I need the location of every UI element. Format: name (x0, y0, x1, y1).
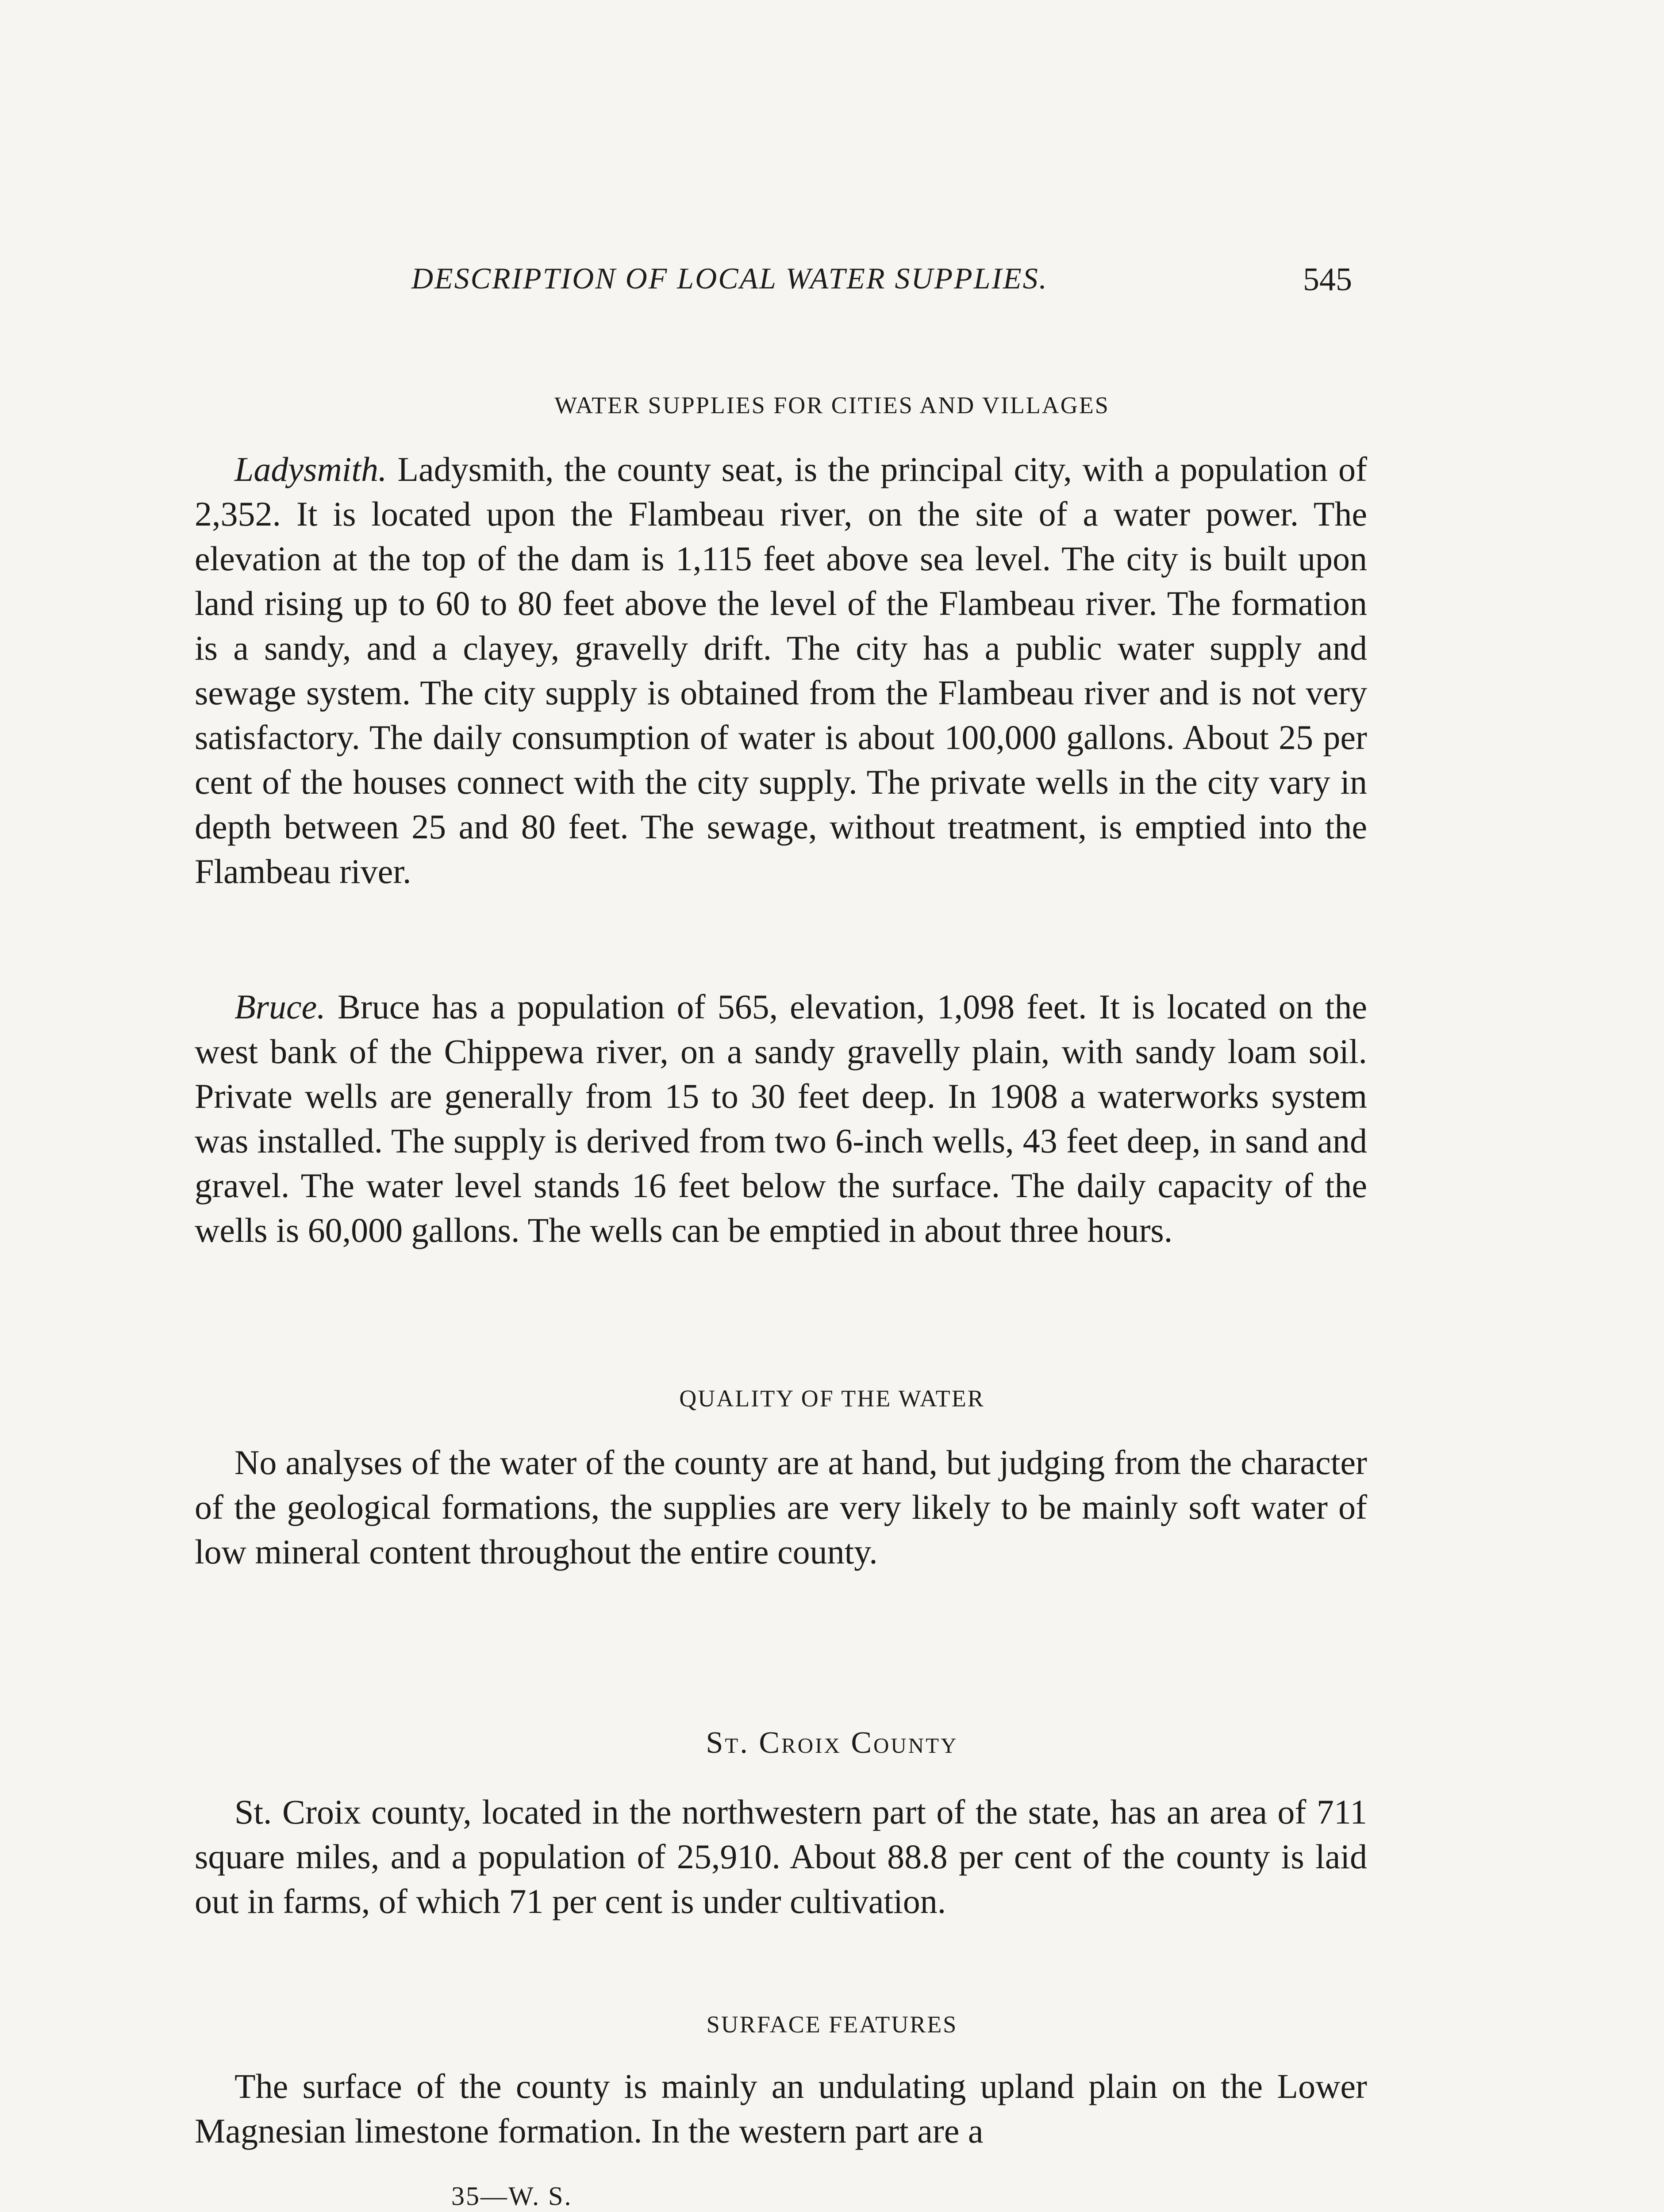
county-heading-st-croix: St. Croix County (706, 1726, 958, 1760)
bruce-text: Bruce has a population of 565, elevation, 1,098 feet. It is located on the west bank of the Chippewa river, on a sandy gravelly plain, with sandy loam soil. Private wells are generally from 15 to 30 feet deep. In 1908 a waterworks system was installed. The supply is derived from two 6-inch wells, 43 feet deep, in sand and gravel. The water level stands 16 feet below the surface. The daily capacity of the wells is 60,000 gallons. The wells can be emptied in about three hours. (195, 987, 1367, 1249)
paragraph-quality: No analyses of the water of the county are at hand, but judging from the character of the geological formations, the supplies are very likely to be mainly soft water of low mineral content throughout the entire county. (195, 1443, 1367, 1571)
place-name-ladysmith: Ladysmith. (234, 450, 387, 488)
ladysmith-text: Ladysmith, the county seat, is the principal city, with a population of 2,352. It is located upon the Flambeau river, on the site of a water power. The elevation at the top of the dam is 1,115 feet above sea level. The city is built upon land rising up to 60 to 80 feet above the level of the Flambeau river. The formation is a sandy, and a clayey, gravelly drift. The city has a public water supply and sewage system. The city supply is obtained from the Flambeau river and is not very satisfactory. The daily consumption of water is about 100,000 gallons. About 25 per cent of the houses connect with the city supply. The private wells in the city vary in depth between 25 and 80 feet. The sewage, without treatment, is emptied into the Flambeau river. (195, 450, 1368, 891)
section-heading-water-supplies: WATER SUPPLIES FOR CITIES AND VILLAGES (554, 392, 1110, 419)
signature-mark: 35—W. S. (451, 2181, 573, 2211)
page-number: 545 (1303, 261, 1352, 298)
paragraph-ladysmith (195, 447, 1367, 894)
paragraph-surface: The surface of the county is mainly an undulating upland plain on the Lower Magnesian limestone formation. In the western part are a (195, 2067, 1367, 2150)
paragraph-bruce (195, 984, 1367, 1252)
paragraph-st-croix: St. Croix county, located in the northwestern part of the state, has an area of 711 square miles, and a population of 25,910. About 88.8 per cent of the county is laid out in farms, of which 71 per cent is under cultivation. (195, 1793, 1367, 1920)
section-heading-quality: QUALITY OF THE WATER (679, 1385, 985, 1412)
place-name-bruce: Bruce. (234, 987, 326, 1026)
section-heading-surface: SURFACE FEATURES (706, 2011, 958, 2038)
running-title: DESCRIPTION OF LOCAL WATER SUPPLIES. (411, 261, 1048, 295)
